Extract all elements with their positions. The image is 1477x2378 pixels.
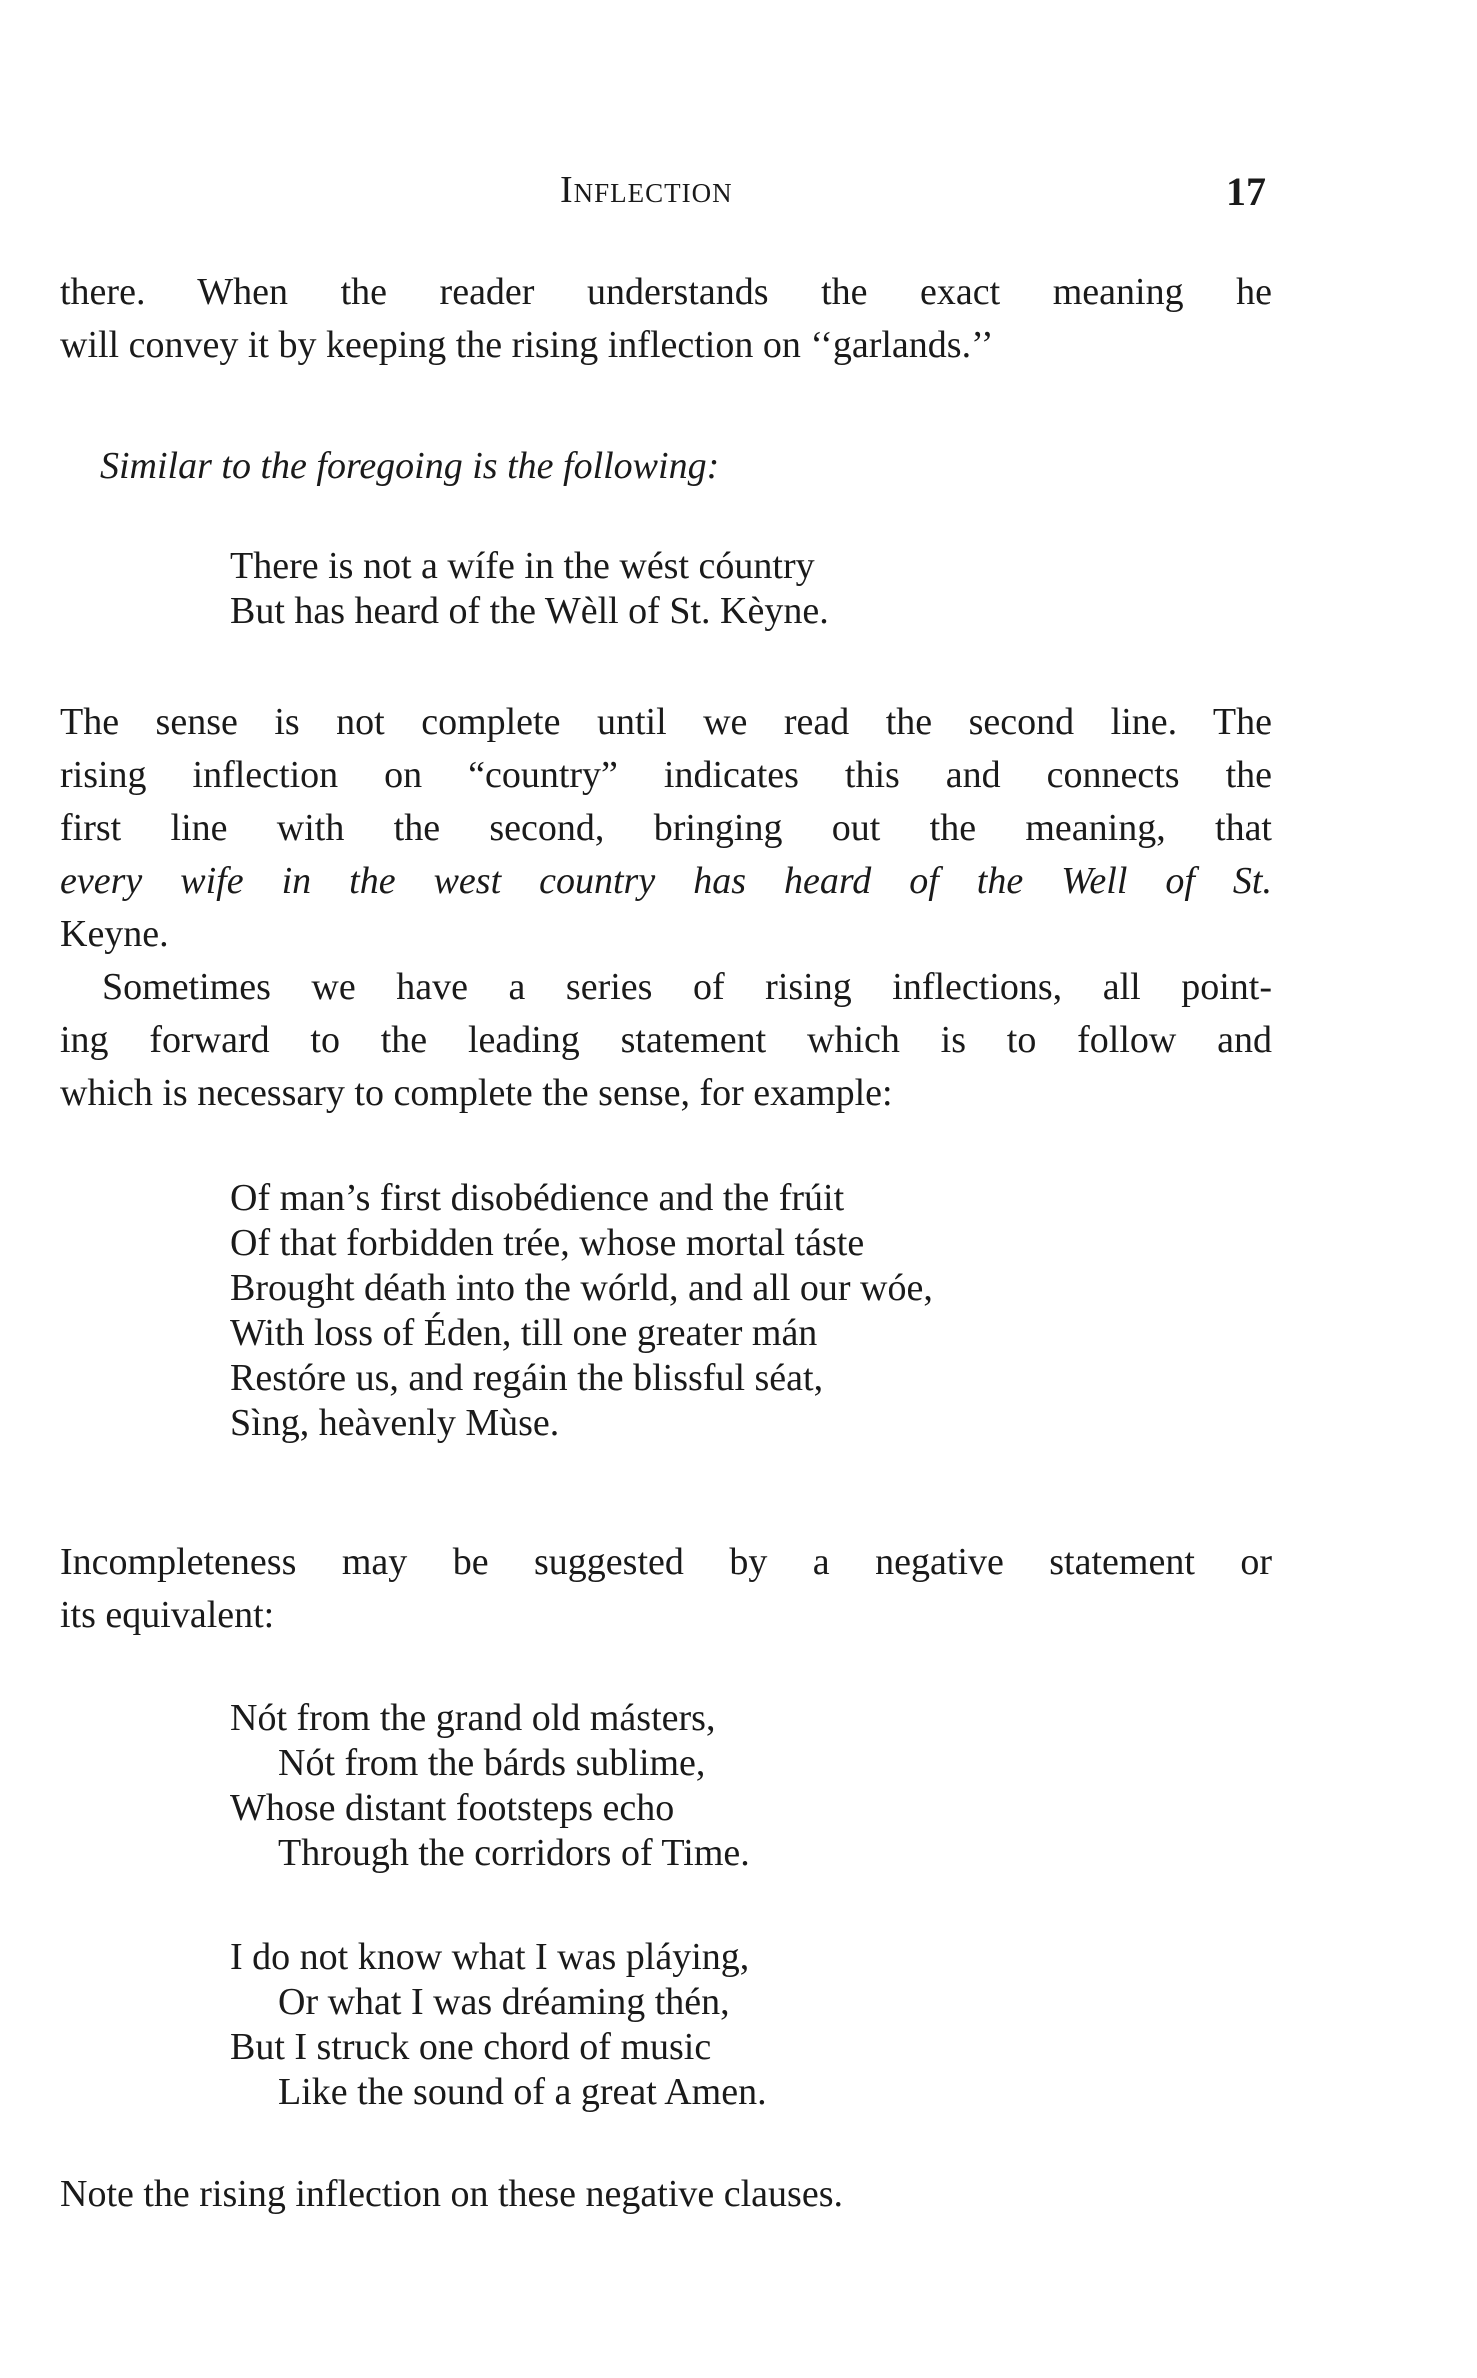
italic-intro: Similar to the foregoing is the following: — [100, 445, 720, 487]
verse-line: Or what I was dréaming thén, — [278, 1981, 730, 2023]
verse-line: Of that forbidden trée, whose mortal táste — [230, 1222, 865, 1264]
verse-block-wells — [230, 544, 829, 634]
paragraph-series — [60, 961, 1272, 1120]
verse-line: There is not a wífe in the wést cóuntry — [230, 545, 815, 587]
verse-line: But has heard of the Wèll of St. Kèyne. — [230, 590, 829, 632]
verse-block-milton — [230, 1176, 933, 1446]
text-line: there. When the reader understands the exact meaning he — [60, 271, 1272, 313]
verse-line: Whose distant footsteps echo — [230, 1787, 675, 1829]
page-number: 17 — [1226, 169, 1266, 214]
verse-block-masters — [230, 1696, 750, 1876]
verse-line: I do not know what I was pláying, — [230, 1936, 750, 1978]
text-line: rising inflection on “country” indicates this and connects the — [60, 754, 1272, 796]
paragraph-continuation — [60, 266, 1272, 372]
paragraph-note: Note the rising inflection on these negative clauses. — [60, 2173, 843, 2215]
text-line: Keyne. — [60, 913, 169, 955]
text-line: Incompleteness may be suggested by a negative statement or — [60, 1541, 1272, 1583]
text-line: will convey it by keeping the rising inflection on ‘‘garlands.’’ — [60, 324, 994, 366]
text-line: The sense is not complete until we read the second line. The — [60, 701, 1272, 743]
text-line: which is necessary to complete the sense, for example: — [60, 1072, 893, 1114]
paragraph-sense — [60, 696, 1272, 961]
verse-line: Restóre us, and regáin the blissful séat, — [230, 1357, 824, 1399]
verse-line: Nót from the bárds sublime, — [278, 1742, 706, 1784]
verse-line: Sìng, heàvenly Mùse. — [230, 1402, 560, 1444]
paragraph-incompleteness — [60, 1536, 1272, 1642]
running-title: Inflection — [560, 169, 733, 211]
verse-line: Like the sound of a great Amen. — [278, 2071, 767, 2113]
verse-line: Brought déath into the wórld, and all our wóe, — [230, 1267, 933, 1309]
verse-block-lost-chord — [230, 1935, 767, 2115]
verse-line: Through the corridors of Time. — [278, 1832, 750, 1874]
text-line: ing forward to the leading statement which is to follow and — [60, 1019, 1272, 1061]
verse-line: But I struck one chord of music — [230, 2026, 712, 2068]
verse-line: Nót from the grand old másters, — [230, 1697, 716, 1739]
verse-line: With loss of Éden, till one greater mán — [230, 1312, 818, 1354]
verse-line: Of man’s first disobédience and the frúit — [230, 1177, 845, 1219]
text-line: Sometimes we have a series of rising inflections, all point- — [102, 966, 1272, 1008]
text-line: first line with the second, bringing out the meaning, that — [60, 807, 1272, 849]
text-line: its equivalent: — [60, 1594, 275, 1636]
text-line: every wife in the west country has heard of the Well of St. — [60, 860, 1272, 902]
